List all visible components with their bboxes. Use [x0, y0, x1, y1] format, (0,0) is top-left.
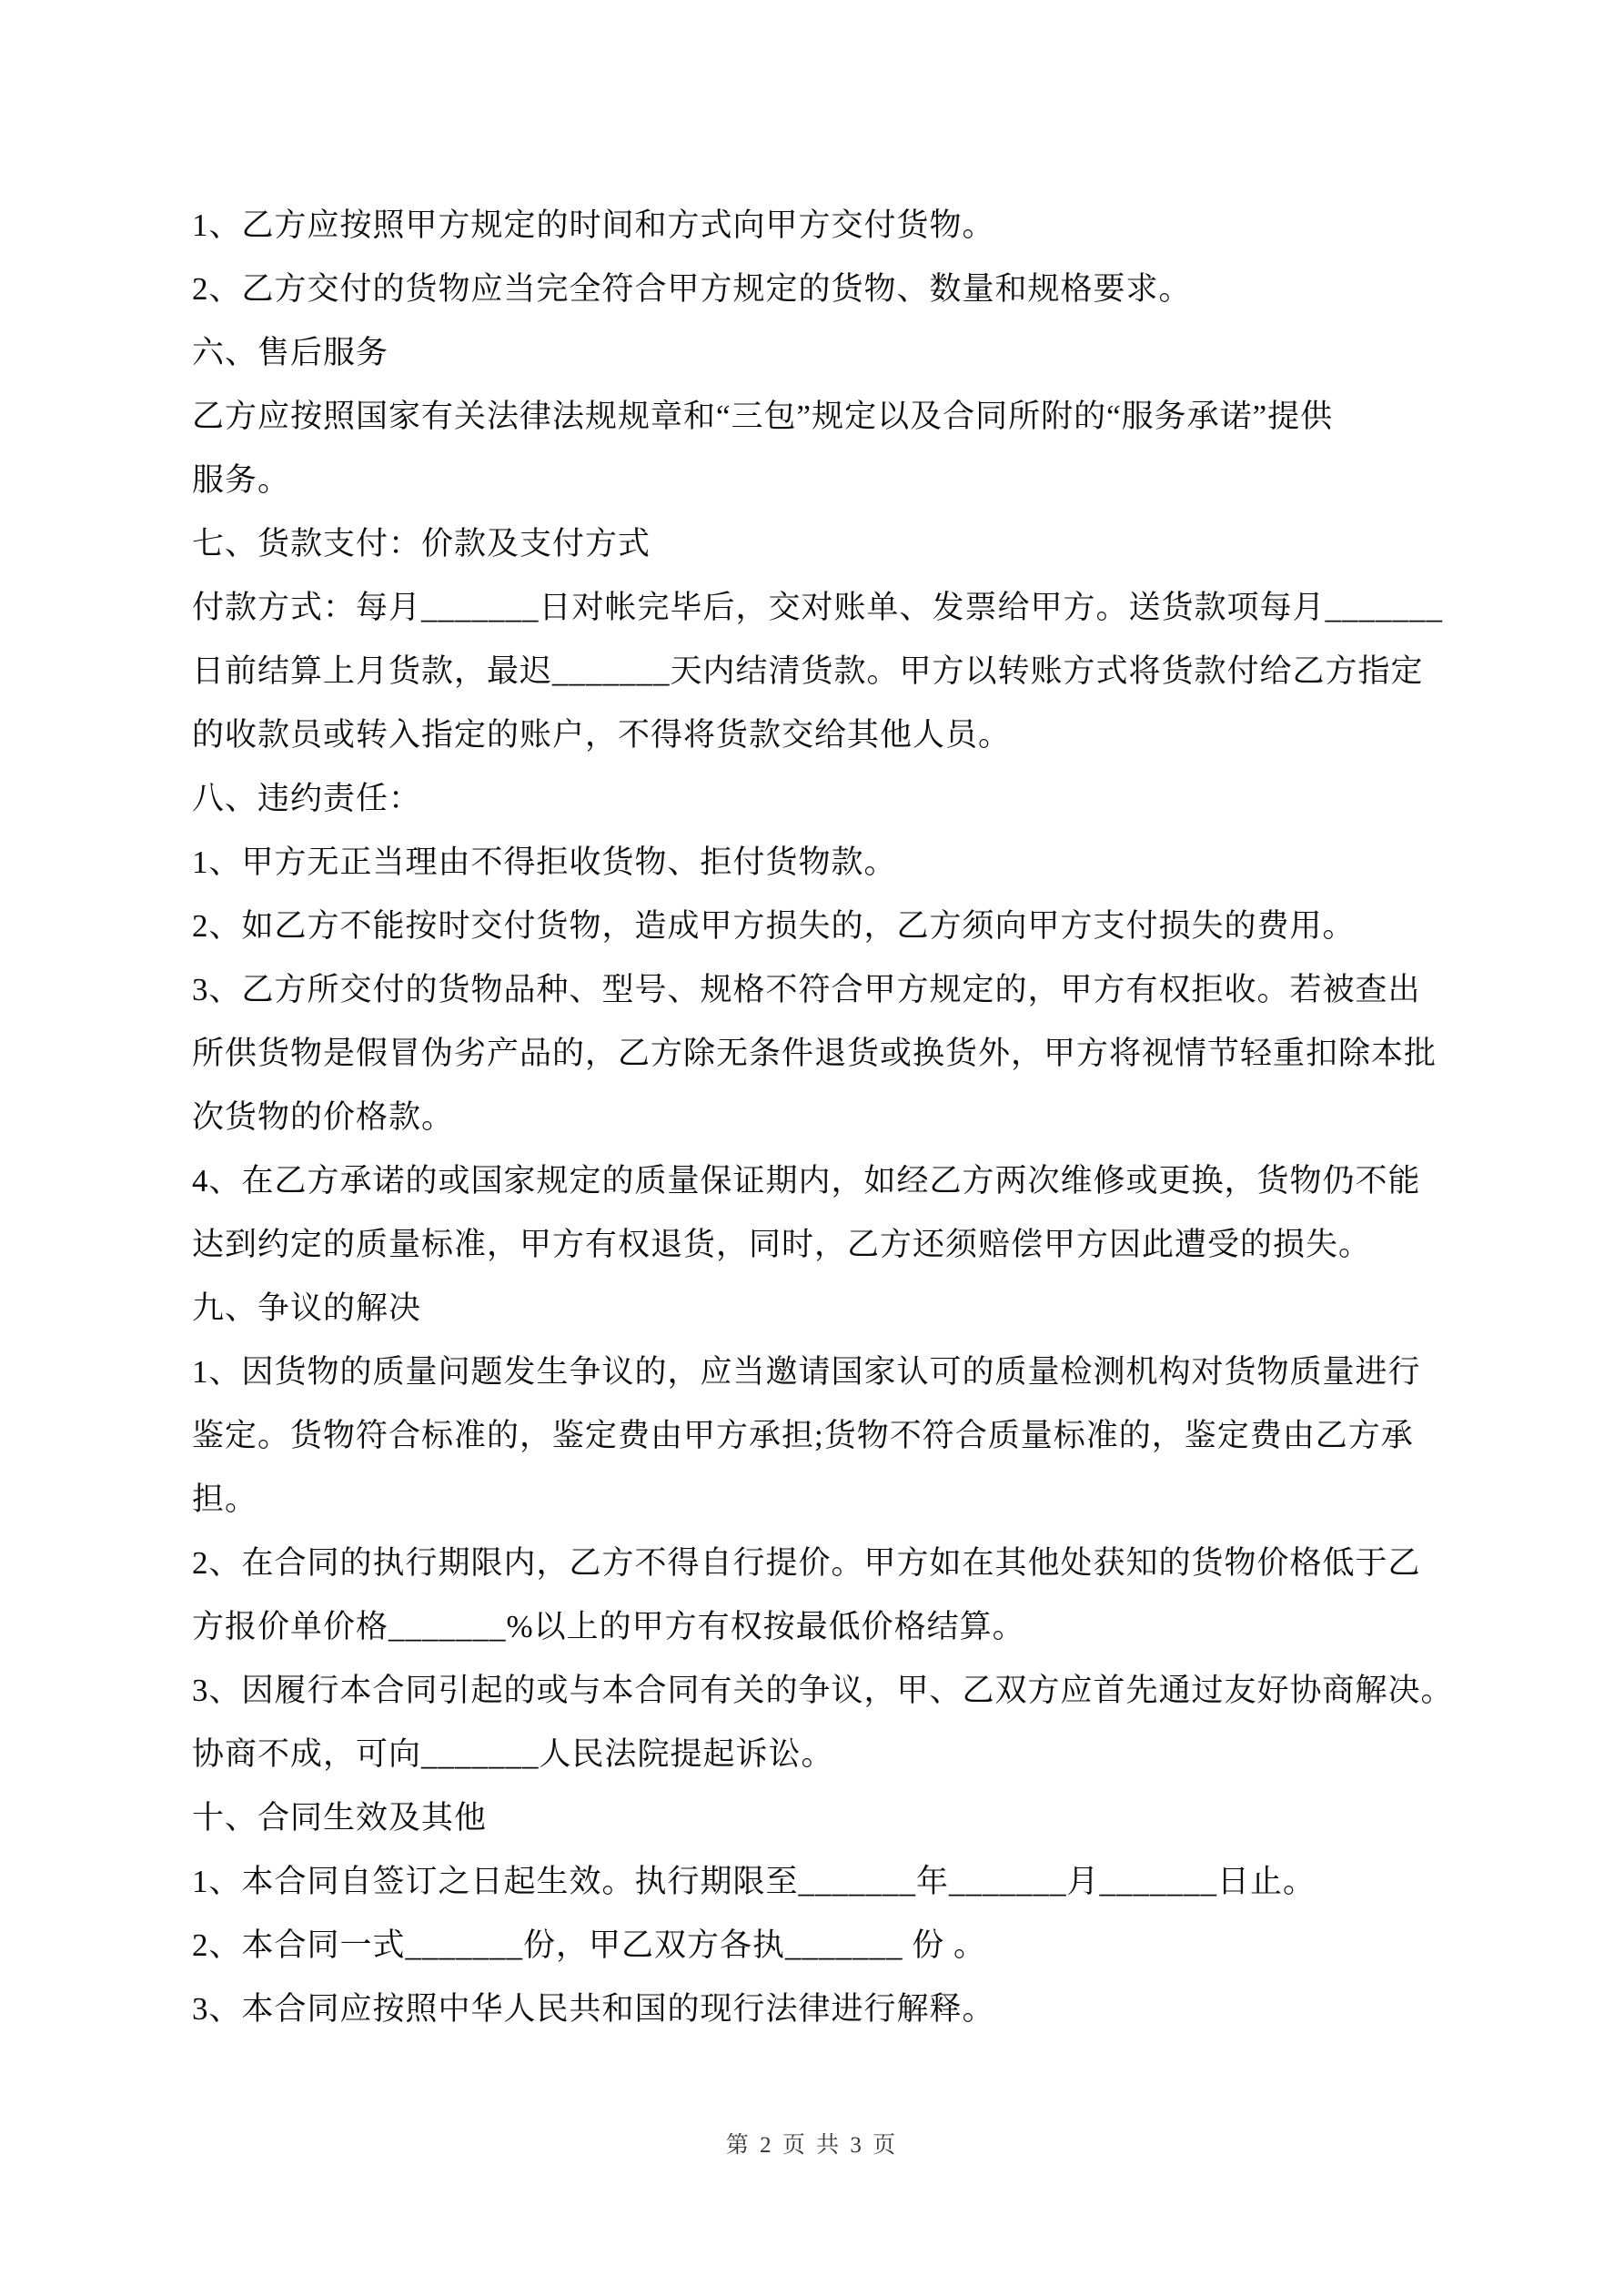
contract-line: 鉴定。货物符合标准的，鉴定费由甲方承担;货物不符合质量标准的，鉴定费由乙方承 — [192, 1418, 1414, 1453]
contract-line-blank: 1、本合同自签订之日起生效。执行期限至_______年_______月_______日止。 — [192, 1864, 1316, 1899]
contract-line: 2、如乙方不能按时交付货物，造成甲方损失的，乙方须向甲方支付损失的费用。 — [192, 908, 1356, 944]
section-heading-eight: 八、违约责任： — [192, 781, 422, 816]
contract-line: 的收款员或转入指定的账户，不得将货款交给其他人员。 — [192, 717, 1012, 753]
contract-line-blank: 协商不成，可向_______人民法院提起诉讼。 — [192, 1736, 834, 1772]
contract-line: 次货物的价格款。 — [192, 1099, 455, 1135]
contract-line: 1、因货物的质量问题发生争议的，应当邀请国家认可的质量检测机构对货物质量进行 — [192, 1354, 1421, 1390]
section-heading-seven: 七、货款支付：价款及支付方式 — [192, 526, 651, 561]
contract-line: 担。 — [192, 1482, 258, 1517]
contract-line: 3、乙方所交付的货物品种、型号、规格不符合甲方规定的，甲方有权拒收。若被查出 — [192, 972, 1421, 1007]
contract-line-blank: 方报价单价格_______%以上的甲方有权按最低价格结算。 — [192, 1609, 1025, 1644]
contract-line-blank: 2、本合同一式_______份，甲乙双方各执_______ 份 。 — [192, 1927, 987, 1963]
contract-line: 2、乙方交付的货物应当完全符合甲方规定的货物、数量和规格要求。 — [192, 271, 1192, 307]
contract-line: 服务。 — [192, 462, 291, 498]
contract-line-blank: 付款方式：每月_______日对帐完毕后，交对账单、发票给甲方。送货款项每月_______ — [192, 590, 1444, 625]
contract-line: 1、甲方无正当理由不得拒收货物、拒付货物款。 — [192, 845, 897, 880]
contract-line: 1、乙方应按照甲方规定的时间和方式向甲方交付货物。 — [192, 207, 995, 243]
contract-line: 3、本合同应按照中华人民共和国的现行法律进行解释。 — [192, 1991, 995, 2027]
section-heading-ten: 十、合同生效及其他 — [192, 1800, 488, 1836]
contract-body — [192, 194, 1515, 2041]
page-footer: 第 2 页 共 3 页 — [725, 2133, 899, 2158]
contract-line: 2、在合同的执行期限内，乙方不得自行提价。甲方如在其他处获知的货物价格低于乙 — [192, 1545, 1421, 1581]
contract-line: 达到约定的质量标准，甲方有权退货，同时，乙方还须赔偿甲方因此遭受的损失。 — [192, 1227, 1372, 1262]
contract-line: 4、在乙方承诺的或国家规定的质量保证期内，如经乙方两次维修或更换，货物仍不能 — [192, 1163, 1421, 1199]
contract-line: 所供货物是假冒伪劣产品的，乙方除无条件退货或换货外，甲方将视情节轻重扣除本批 — [192, 1036, 1437, 1071]
section-heading-six: 六、售后服务 — [192, 335, 389, 370]
contract-line: 乙方应按照国家有关法律法规规章和“三包”规定以及合同所附的“服务承诺”提供 — [192, 399, 1334, 434]
contract-line-blank: 日前结算上月货款，最迟_______天内结清货款。甲方以转账方式将货款付给乙方指定 — [192, 653, 1424, 689]
contract-line: 3、因履行本合同引起的或与本合同有关的争议，甲、乙双方应首先通过友好协商解决。 — [192, 1673, 1454, 1708]
section-heading-nine: 九、争议的解决 — [192, 1290, 422, 1326]
